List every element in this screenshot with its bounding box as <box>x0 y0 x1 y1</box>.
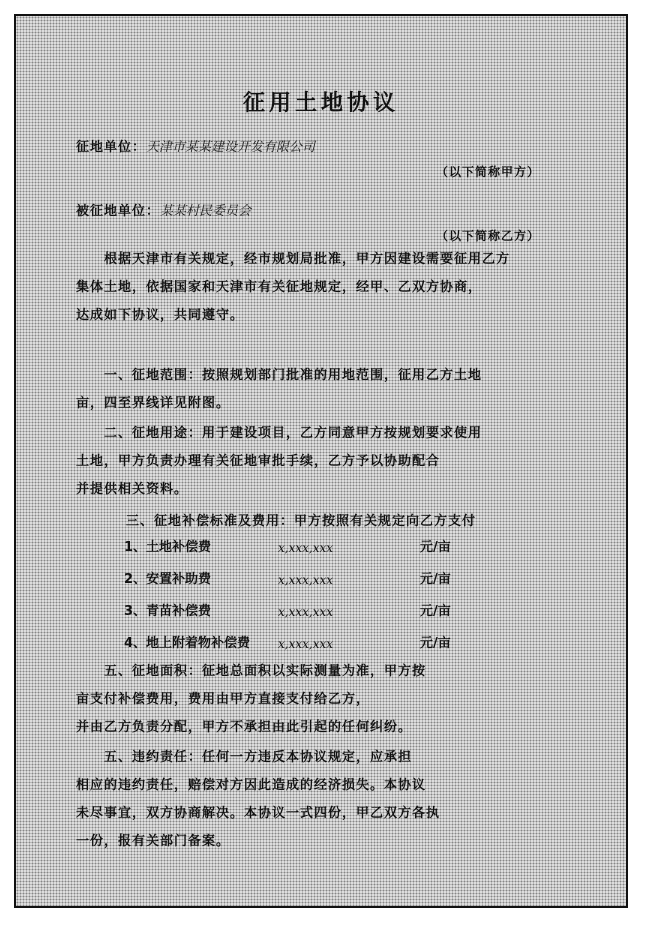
paragraph-line: 并由乙方负责分配，甲方不承担由此引起的任何纠纷。 <box>76 720 413 735</box>
paragraph-line: 达成如下协议，共同遵守。 <box>76 308 245 323</box>
item-unit: 元/亩 <box>420 540 451 555</box>
paragraph-line: 五、征地面积：征地总面积以实际测量为准，甲方按 <box>104 664 427 679</box>
item-label: 4、地上附着物补偿费 <box>124 636 251 651</box>
item-label: 1、土地补偿费 <box>124 540 212 555</box>
paragraph-line: 五、违约责任：任何一方违反本协议规定，应承担 <box>104 750 413 765</box>
paragraph-line: 相应的违约责任，赔偿对方因此造成的经济损失。本协议 <box>76 778 427 793</box>
party-a-value: 天津市某某建设开发有限公司 <box>146 140 316 155</box>
paragraph-line: 亩支付补偿费用，费用由甲方直接支付给乙方， <box>76 692 371 707</box>
item-label: 2、安置补助费 <box>124 572 212 587</box>
party-b-line <box>76 204 251 220</box>
paragraph-line: 三、征地补偿标准及费用：甲方按照有关规定向乙方支付 <box>126 514 477 529</box>
item-amount: x,xxx,xxx <box>278 637 334 651</box>
paragraph-line: 并提供相关资料。 <box>76 482 189 497</box>
party-a-label: 征地单位： <box>76 140 147 155</box>
paragraph-line: 二、征地用途：用于建设项目，乙方同意甲方按规划要求使用 <box>104 426 483 441</box>
party-a-line <box>76 140 315 156</box>
item-unit: 元/亩 <box>420 604 451 619</box>
paragraph-line: 根据天津市有关规定，经市规划局批准，甲方因建设需要征用乙方 <box>104 252 511 267</box>
party-b-value: 某某村民委员会 <box>160 204 252 219</box>
paragraph-line: 集体土地，依据国家和天津市有关征地规定，经甲、乙双方协商， <box>76 280 483 295</box>
document-page <box>14 14 628 908</box>
party-a-role: （以下简称甲方） <box>436 165 541 179</box>
paragraph-line: 一份，报有关部门备案。 <box>76 834 231 849</box>
item-amount: x,xxx,xxx <box>278 541 334 555</box>
party-b-role: （以下简称乙方） <box>436 229 541 243</box>
paragraph-line: 亩，四至界线详见附图。 <box>76 396 231 411</box>
document-title: 征用土地协议 <box>242 91 399 116</box>
item-amount: x,xxx,xxx <box>278 573 334 587</box>
paragraph-line: 土地，甲方负责办理有关征地审批手续，乙方予以协助配合 <box>76 454 441 469</box>
item-unit: 元/亩 <box>420 636 451 651</box>
paragraph-line: 一、征地范围：按照规划部门批准的用地范围，征用乙方土地 <box>104 368 483 383</box>
paragraph-line: 未尽事宜，双方协商解决。本协议一式四份，甲乙双方各执 <box>76 806 441 821</box>
item-label: 3、青苗补偿费 <box>124 604 212 619</box>
item-amount: x,xxx,xxx <box>278 605 334 619</box>
item-unit: 元/亩 <box>420 572 451 587</box>
party-b-label: 被征地单位： <box>76 204 161 219</box>
